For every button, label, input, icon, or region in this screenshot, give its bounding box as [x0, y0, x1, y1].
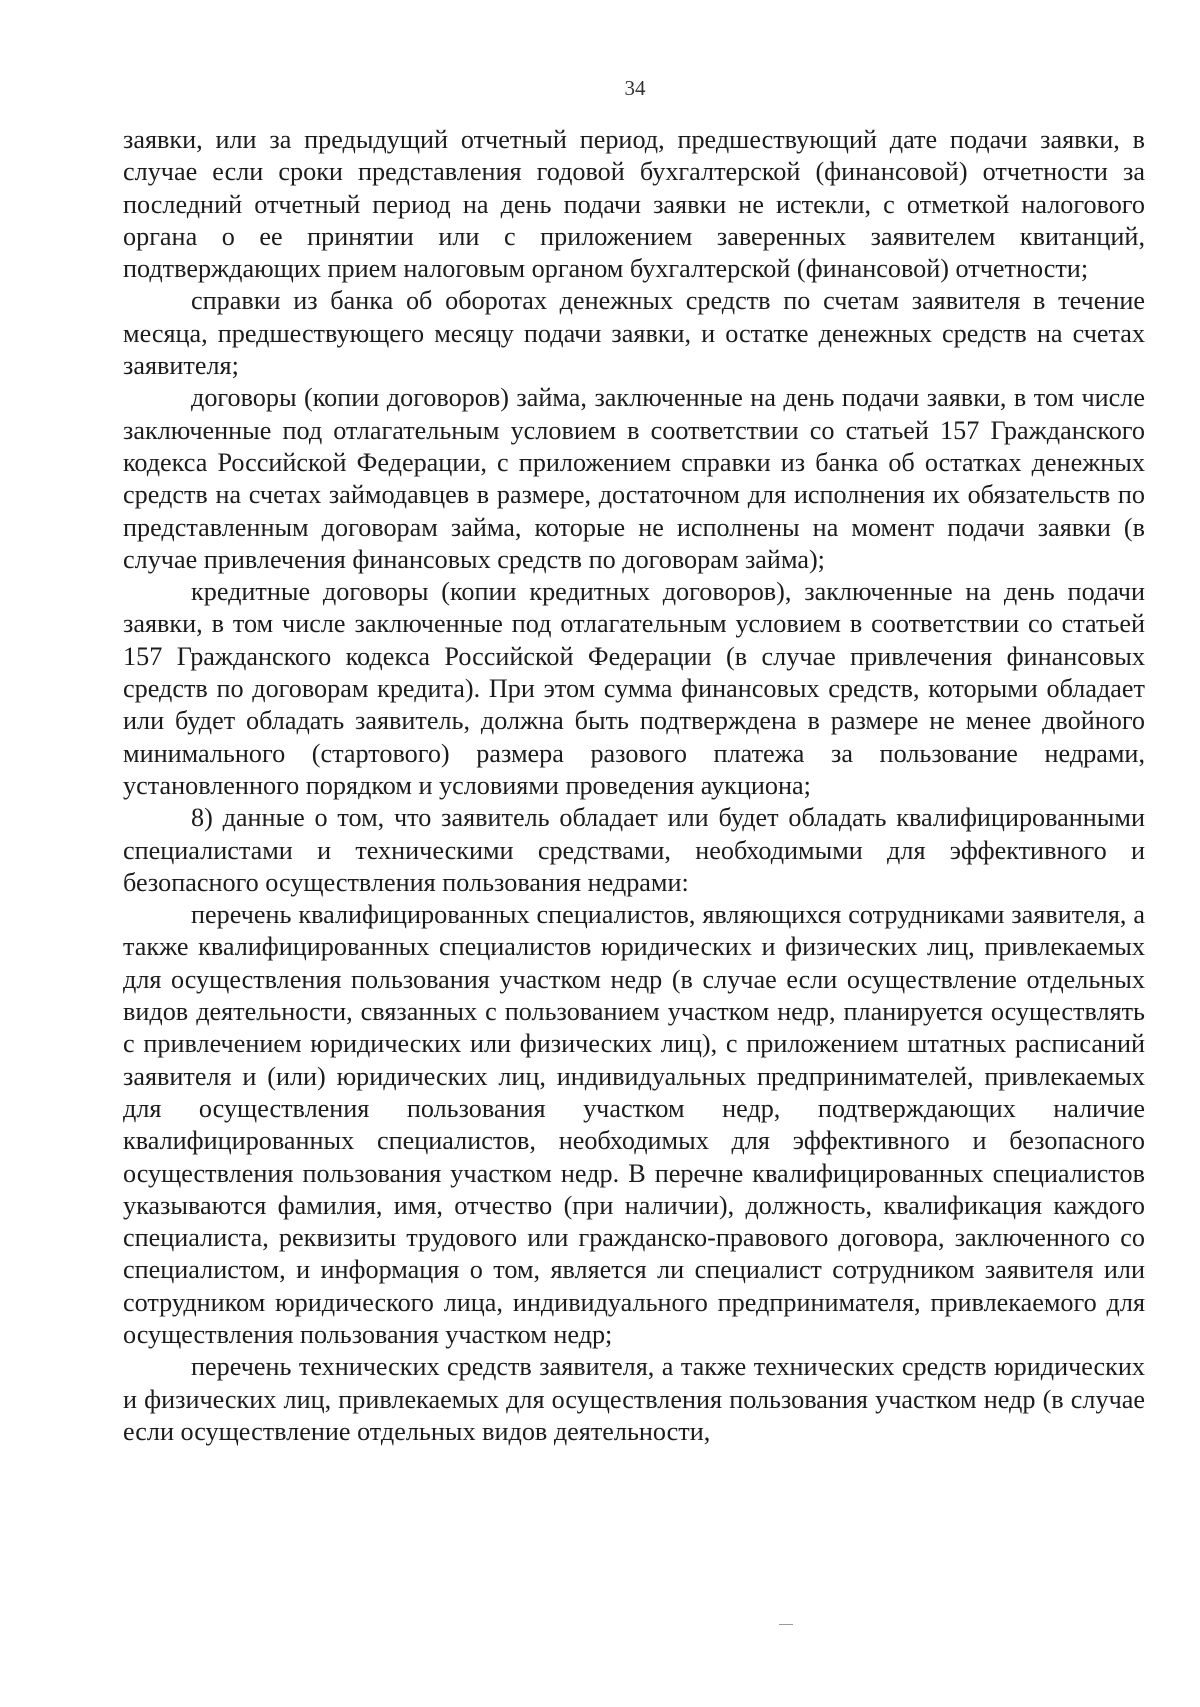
scan-speck	[779, 1624, 793, 1625]
paragraph-item-8: 8) данные о том, что заявитель обладает или будет обладать квалифицированными специалистами и техническими средствами, необходимыми для эффективного и безопасного осуществления пользования недрами:	[123, 803, 1145, 897]
paragraph-loan-agreements: договоры (копии договоров) займа, заключенные на день подачи заявки, в том числе заключенные под отлагательным условием в соответствии со статьей 157 Гражданского кодекса Российской Федерации, с приложением справки из банка об остатках денежных средств на счетах займодавцев в размере, достаточном для исполнения их обязательств по представленным договорам займа, которые не исполнены на момент подачи заявки (в случае привлечения финансовых средств по договорам займа);	[123, 383, 1145, 574]
paragraph-credit-agreements: кредитные договоры (копии кредитных договоров), заключенные на день подачи заявки, в том числе заключенные под отлагательным условием в соответствии со статьей 157 Гражданского кодекса Российской Федерации (в случае привлечения финансовых средств по договорам кредита). При этом сумма финансовых средств, которыми обладает или будет обладать заявитель, должна быть подтверждена в размере не менее двойного минимального (стартового) размера разового платежа за пользование недрами, установленного порядком и условиями проведения аукциона;	[123, 577, 1145, 800]
paragraph-bank-statements: справки из банка об оборотах денежных средств по счетам заявителя в течение месяца, предшествующего месяцу подачи заявки, и остатке денежных средств на счетах заявителя;	[123, 286, 1145, 381]
document-body	[123, 124, 1145, 1448]
page-number: 34	[624, 76, 646, 100]
paragraph-technical-means-list: перечень технических средств заявителя, а также технических средств юридических и физических лиц, привлекаемых для осуществления пользования участком недр (в случае если осуществление отдельных видов деятельности,	[123, 1352, 1145, 1446]
paragraph-continuation: заявки, или за предыдущий отчетный период, предшествующий дате подачи заявки, в случае если сроки представления годовой бухгалтерской (финансовой) отчетности за последний отчетный период на день подачи заявки не истекли, с отметкой налогового органа о ее принятии или с приложением заверенных заявителем квитанций, подтверждающих прием налоговым органом бухгалтерской (финансовой) отчетности;	[123, 125, 1145, 284]
paragraph-specialists-list: перечень квалифицированных специалистов, являющихся сотрудниками заявителя, а также квалифицированных специалистов юридических и физических лиц, привлекаемых для осуществления пользования участком недр (в случае если осуществление отдельных видов деятельности, связанных с пользованием участком недр, планируется осуществлять с привлечением юридических или физических лиц), с приложением штатных расписаний заявителя и (или) юридических лиц, индивидуальных предпринимателей, привлекаемых для осуществления пользования участком недр, подтверждающих наличие квалифицированных специалистов, необходимых для эффективного и безопасного осуществления пользования участком недр. В перечне квалифицированных специалистов указываются фамилия, имя, отчество (при наличии), должность, квалификация каждого специалиста, реквизиты трудового или гражданско-правового договора, заключенного со специалистом, и информация о том, является ли специалист сотрудником заявителя или сотрудником юридического лица, индивидуального предпринимателя, привлекаемого для осуществления пользования участком недр;	[123, 900, 1145, 1349]
